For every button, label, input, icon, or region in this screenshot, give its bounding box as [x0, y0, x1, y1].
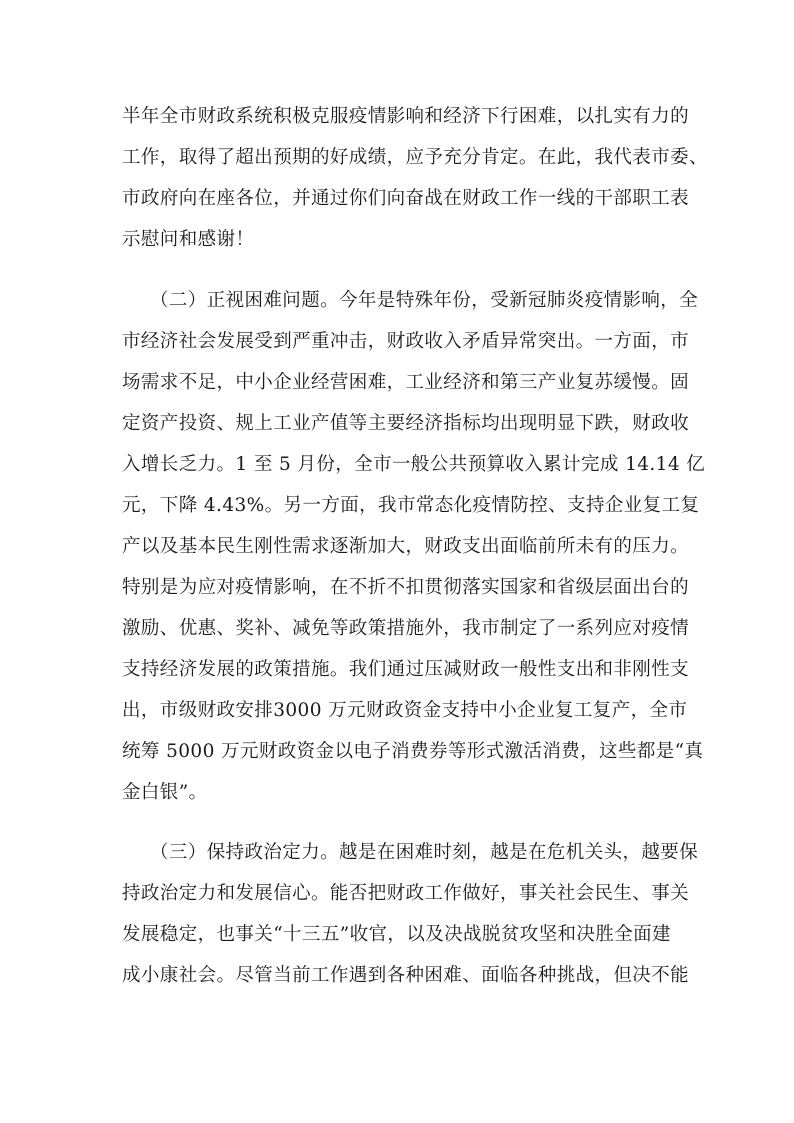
paragraph-heading-line: （三）保持政治定力。越是在困难时刻，越是在危机关头，越要保: [150, 842, 699, 863]
text-line: 出，市级财政安排3000 万元财政资金支持中小企业复工复产，全市: [122, 700, 688, 721]
text-line: 场需求不足，中小企业经营困难，工业经济和第三产业复苏缓慢。固: [122, 372, 690, 393]
text-line: 支持经济发展的政策措施。我们通过压减财政一般性支出和非刚性支: [122, 659, 690, 680]
text-line: 成小康社会。尽管当前工作遇到各种困难、面临各种挑战，但决不能: [122, 965, 690, 986]
text-line: 元，下降 4.43%。另一方面，我市常态化疫情防控、支持企业复工复: [122, 495, 700, 516]
text-line: 发展稳定，也事关“十三五”收官，以及决战脱贫攻坚和决胜全面建: [122, 924, 671, 945]
text-line: 激励、优惠、奖补、减免等政策措施外，我市制定了一系列应对疫情: [122, 618, 690, 639]
text-line: 统筹 5000 万元财政资金以电子消费券等形式激活消费，这些都是“真: [122, 741, 704, 762]
text-line: 半年全市财政系统积极克服疫情影响和经济下行困难，以扎实有力的: [122, 106, 690, 127]
text-line: 持政治定力和发展信心。能否把财政工作做好，事关社会民生、事关: [122, 883, 690, 904]
text-line: 工作，取得了超出预期的好成绩，应予充分肯定。在此，我代表市委、: [122, 147, 708, 168]
text-line: 市政府向在座各位，并通过你们向奋战在财政工作一线的干部职工表: [122, 188, 690, 209]
text-line: 定资产投资、规上工业产值等主要经济指标均出现明显下跌，财政收: [122, 413, 690, 434]
text-line: 金白银”。: [122, 782, 208, 803]
text-line: 特别是为应对疫情影响，在不折不扣贯彻落实国家和省级层面出台的: [122, 577, 690, 598]
text-line: 市经济社会发展受到严重冲击，财政收入矛盾异常突出。一方面，市: [122, 331, 690, 352]
text-line: 示慰问和感谢！: [122, 229, 255, 250]
paragraph-heading-line: （二）正视困难问题。今年是特殊年份，受新冠肺炎疫情影响，全: [150, 290, 699, 311]
text-line: 入增长乏力。1 至 5 月份，全市一般公共预算收入累计完成 14.14 亿: [122, 454, 706, 475]
text-line: 产以及基本民生刚性需求逐渐加大，财政支出面临前所未有的压力。: [122, 536, 690, 557]
